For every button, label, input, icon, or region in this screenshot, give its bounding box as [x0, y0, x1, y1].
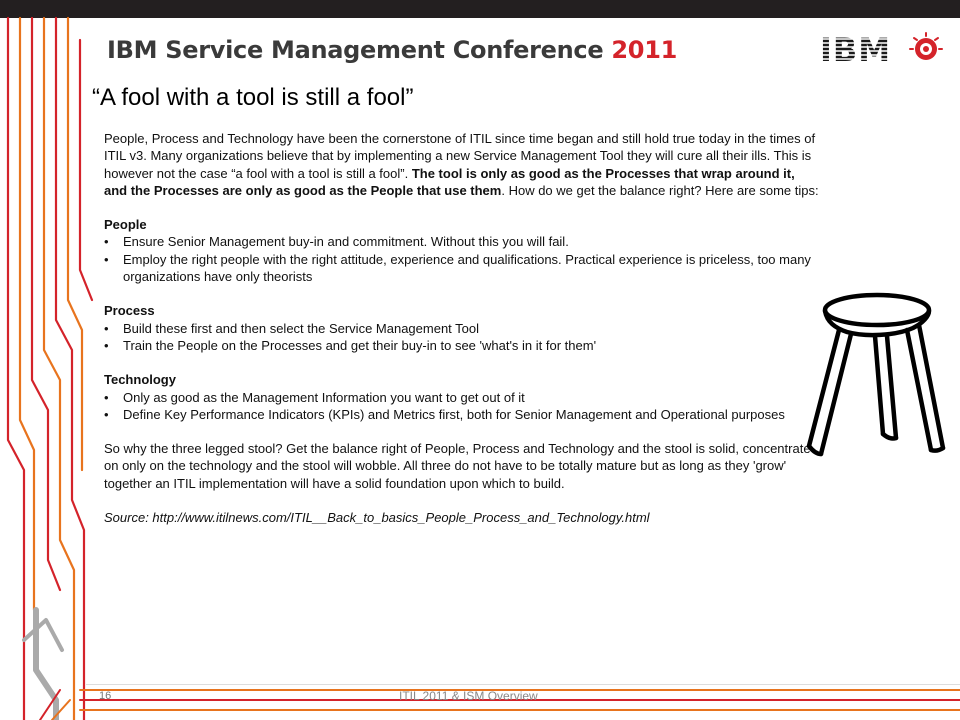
footer-title: ITIL 2011 & ISM Overview: [399, 689, 538, 703]
bullet-icon: •: [104, 320, 109, 336]
ibm-logo: [818, 30, 943, 70]
bullet-text: Only as good as the Management Information you want to get out of it: [123, 389, 525, 405]
source-citation: Source: http://www.itilnews.com/ITIL__Back_to_basics_People_Process_and_Technology.html: [104, 510, 650, 526]
closing-paragraph: So why the three legged stool? Get the balance right of People, Process and Technology and the stool is solid, concentrate on only on the technology and the stool will wobble. All three do not have to be totally mature but as long as they 'grow' together an ITIL implementation will have a solid foundation upon which to build.: [104, 441, 811, 491]
list-item: [104, 389, 820, 406]
bullet-icon: •: [104, 337, 109, 353]
section-heading-process: Process: [104, 303, 155, 319]
bullet-text: Define Key Performance Indicators (KPIs) and Metrics first, both for Senior Management and Operational purposes: [123, 406, 785, 422]
section-heading-technology: Technology: [104, 372, 176, 388]
conference-name: IBM Service Management Conference: [107, 36, 604, 64]
bullet-text: Train the People on the Processes and get their buy-in to see 'what's in it for them': [123, 337, 597, 353]
bullet-text: Employ the right people with the right attitude, experience and qualifications. Practical experience is priceless, too many organizations have only theorists: [123, 251, 811, 285]
page-number: 16: [99, 690, 112, 702]
intro-text-1: People, Process and Technology have been the cornerstone of ITIL since time began and still hold true today in the times of ITIL v3. Many organizations believe that by implementing a new Service Management Tool they will cure all their ills. This is however not the case “a fool with a tool is still a fool”.: [104, 131, 816, 181]
bullet-text: Ensure Senior Management buy-in and commitment. Without this you will fail.: [123, 234, 569, 250]
bullet-icon: •: [104, 251, 109, 267]
footer-divider: [86, 684, 960, 685]
slide-body: [104, 130, 820, 526]
slide-title: “A fool with a tool is still a fool”: [92, 84, 414, 111]
intro-bold-text: The tool is only as good as the Processes that wrap around it, and the Processes are only as good as the People that use them: [104, 165, 795, 198]
list-item: [104, 233, 820, 250]
ibm-logo-mark: [818, 30, 943, 70]
three-legged-stool-image: [795, 278, 955, 468]
list-item: [104, 337, 820, 354]
list-item: [104, 320, 820, 337]
top-bar: [0, 0, 960, 18]
conference-year: 2011: [611, 36, 677, 64]
intro-paragraph: [104, 130, 820, 199]
intro-text-2: . How do we get the balance right? Here are some tips:: [501, 182, 819, 198]
bullet-icon: •: [104, 234, 109, 250]
conference-title: [107, 36, 677, 64]
svg-text:IBM: IBM: [820, 31, 892, 69]
bullet-text: Build these first and then select the Service Management Tool: [123, 320, 480, 336]
section-heading-people: People: [104, 217, 147, 233]
bullet-icon: •: [104, 406, 109, 422]
list-item: [104, 406, 820, 423]
bullet-icon: •: [104, 389, 109, 405]
list-item: [104, 251, 820, 286]
